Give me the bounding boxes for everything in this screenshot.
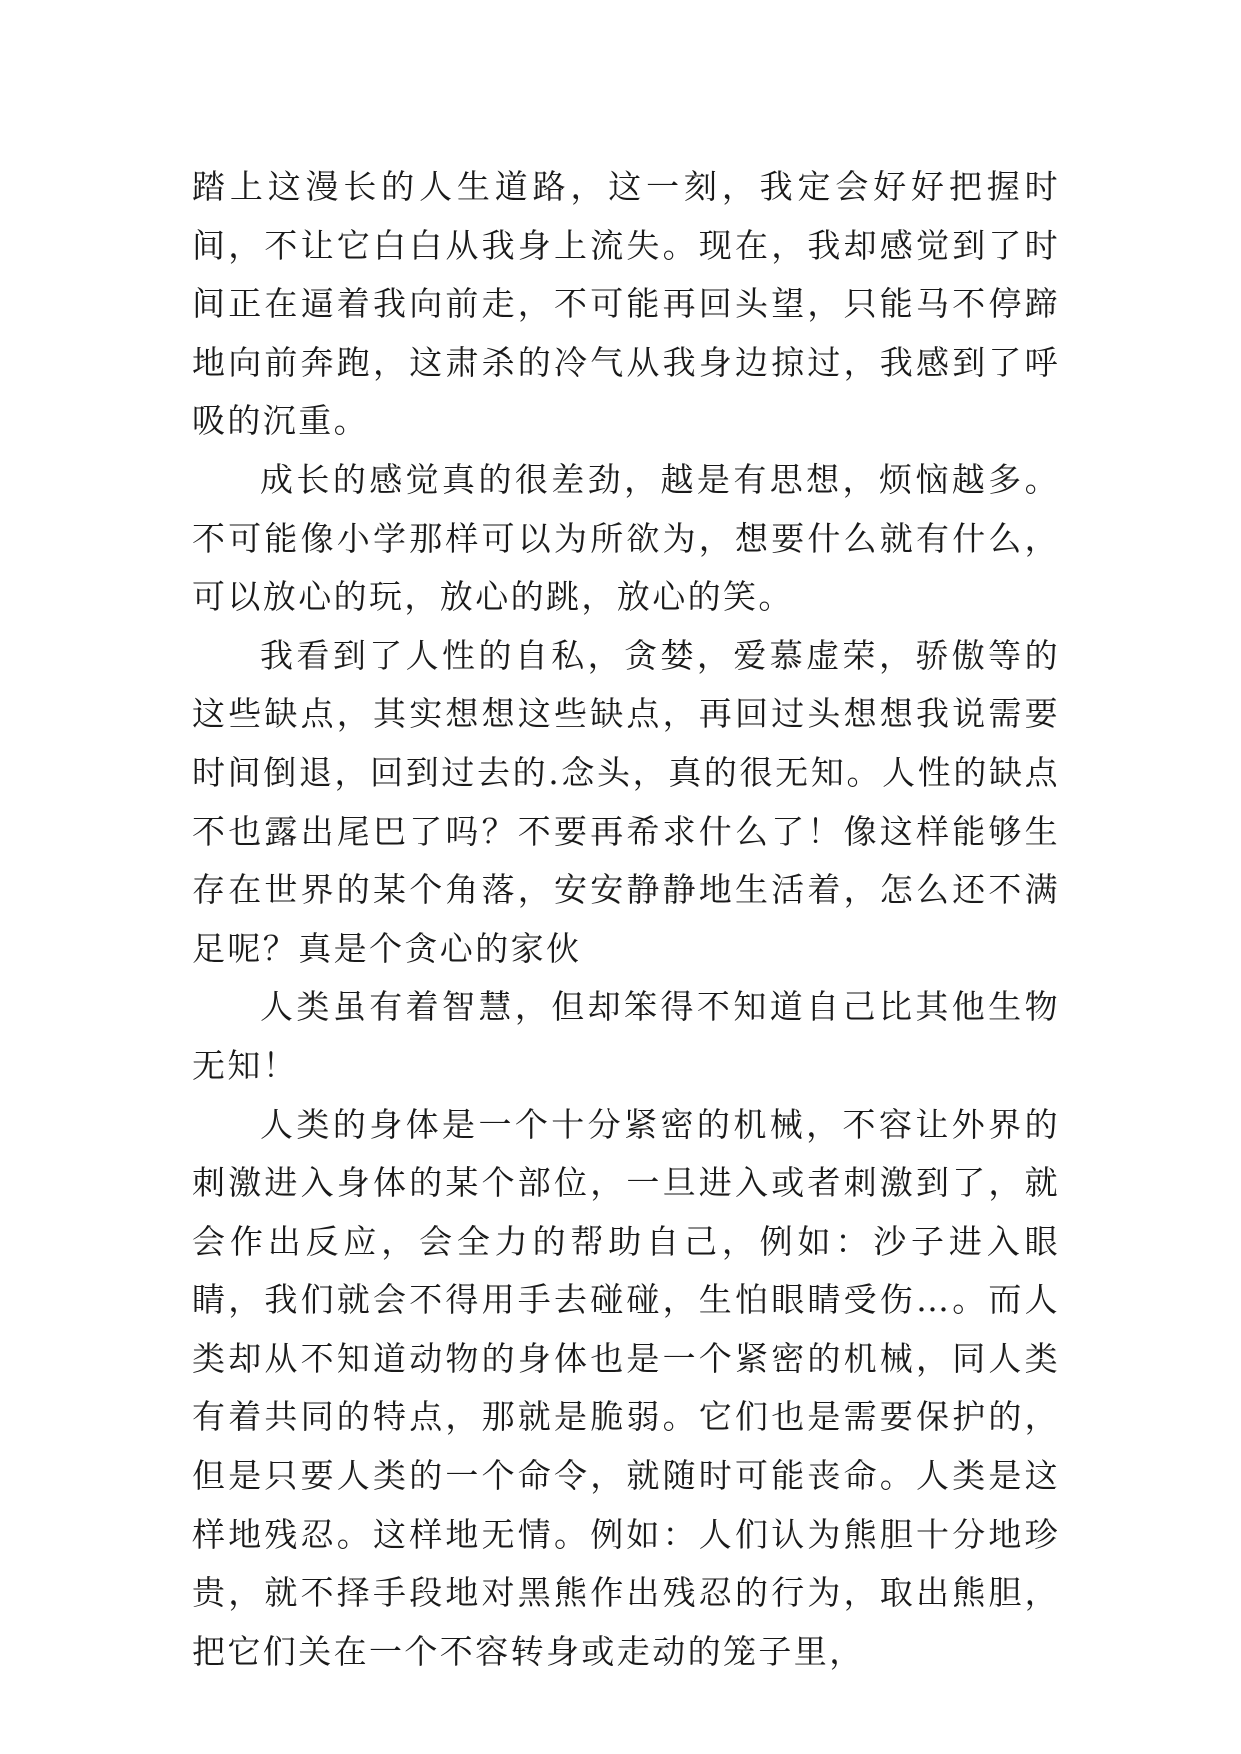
paragraph-3: 我看到了人性的自私，贪婪，爱慕虚荣，骄傲等的这些缺点，其实想想这些缺点，再回过头想想我说需要时间倒退，回到过去的.念头，真的很无知。人性的缺点不也露出尾巴了吗？不要再希求什么了！像这样能够生存在世界的某个角落，安安静静地生活着，怎么还不满足呢？真是个贪心的家伙 (192, 635, 1060, 968)
paragraph-1: 踏上这漫长的人生道路，这一刻，我定会好好把握时间，不让它白白从我身上流失。现在，我却感觉到了时间正在逼着我向前走，不可能再回头望，只能马不停蹄地向前奔跑，这肃杀的冷气从我身边掠过，我感到了呼吸的沉重。 (192, 167, 1060, 441)
paragraph-5: 人类的身体是一个十分紧密的机械，不容让外界的刺激进入身体的某个部位，一旦进入或者刺激到了，就会作出反应，会全力的帮助自己，例如：沙子进入眼睛，我们就会不得用手去碰碰，生怕眼睛受伤…。而人类却从不知道动物的身体也是一个紧密的机械，同人类有着共同的特点，那就是脆弱。它们也是需要保护的，但是只要人类的一个命令，就随时可能丧命。人类是这样地残忍。这样地无情。例如：人们认为熊胆十分地珍贵，就不择手段地对黑熊作出残忍的行为，取出熊胆，把它们关在一个不容转身或走动的笼子里， (192, 1104, 1060, 1671)
paragraph-2: 成长的感觉真的很差劲，越是有思想，烦恼越多。不可能像小学那样可以为所欲为，想要什么就有什么，可以放心的玩，放心的跳，放心的笑。 (192, 459, 1060, 617)
paragraph-4: 人类虽有着智慧，但却笨得不知道自己比其他生物无知！ (192, 987, 1060, 1085)
document-body (192, 158, 1060, 1681)
